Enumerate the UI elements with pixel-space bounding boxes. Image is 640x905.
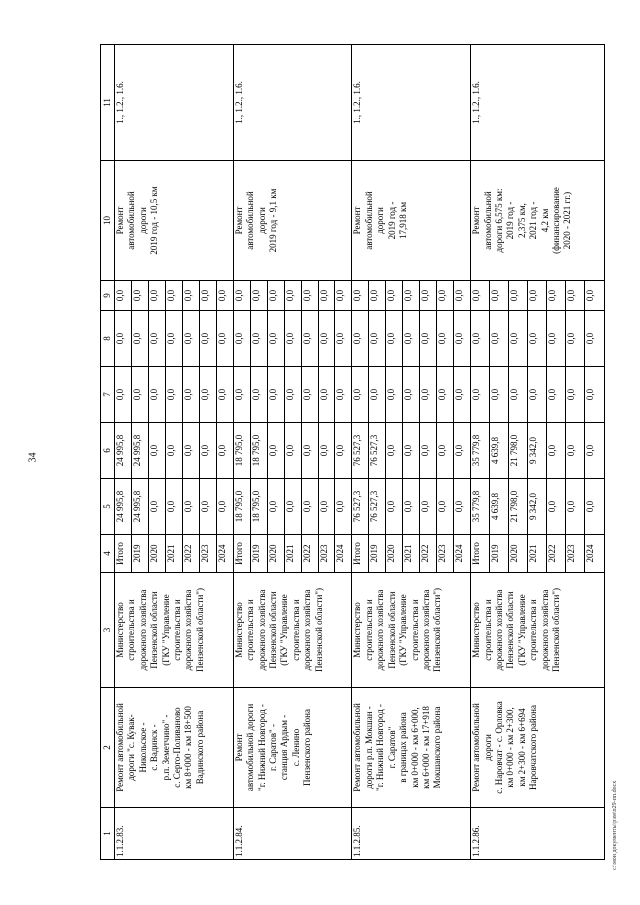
value-cell-c7: 0,0 (403, 367, 420, 423)
measure-name-line: с. Серго-Поливаново (172, 707, 183, 788)
value-cell-c9: 0,0 (216, 281, 233, 311)
expected-result-line: 2019 год - 9,1 км (267, 188, 278, 253)
year-cell: 2022 (301, 535, 318, 573)
year-cell: 2019 (131, 535, 148, 573)
year-cell: 2020 (386, 535, 403, 573)
value-cell-c6: 0,0 (284, 423, 301, 479)
value-cell-c9: 0,0 (585, 281, 605, 311)
responsible-org (471, 573, 605, 688)
header-cell-9: 9 (101, 281, 115, 311)
year-cell: 2021 (403, 535, 420, 573)
year-cell: 2022 (547, 535, 566, 573)
footer-path: c:\мои документы\рэм\п29-пп.docx (612, 780, 618, 870)
value-cell-c5: 9 342,0 (528, 479, 547, 535)
expected-result-line: Ремонт (233, 206, 244, 235)
measure-name (352, 688, 471, 808)
value-cell-c7: 0,0 (131, 367, 148, 423)
responsible-org-line: строительства и (290, 599, 301, 661)
row-number: 1.1.2.84. (233, 808, 352, 860)
value-cell-c5: 18 795,0 (250, 479, 267, 535)
value-cell-c8: 0,0 (165, 311, 182, 367)
value-cell-c9: 0,0 (509, 281, 528, 311)
value-cell-c5: 0,0 (437, 479, 454, 535)
value-cell-c7: 0,0 (216, 367, 233, 423)
expected-result-line: автомобильной (482, 191, 493, 250)
value-cell-c9: 0,0 (369, 281, 386, 311)
value-cell-c6: 0,0 (547, 423, 566, 479)
measure-name-line: Ремонт автомобильной (115, 703, 125, 792)
responsible-org-line: Пензенской области") (194, 588, 205, 672)
expected-result (115, 161, 234, 281)
measure-name-line: дороги "с. Кувак- (126, 714, 137, 781)
measure-name-line: г. Саратов" - (267, 724, 278, 771)
value-cell-c8: 0,0 (233, 311, 250, 367)
value-cell-c7: 0,0 (301, 367, 318, 423)
value-cell-c6: 0,0 (437, 423, 454, 479)
value-cell-c5: 0,0 (318, 479, 335, 535)
year-cell: Итого (352, 535, 369, 573)
value-cell-c6: 0,0 (335, 423, 352, 479)
expected-result-line: автомобильной (126, 191, 137, 250)
indicator-ref: 1., 1.2., 1.6. (352, 45, 471, 161)
value-cell-c5: 0,0 (454, 479, 471, 535)
header-cell-4: 4 (101, 535, 115, 573)
value-cell-c8: 0,0 (182, 311, 199, 367)
value-cell-c6: 9 342,0 (528, 423, 547, 479)
responsible-org-line: строительства и (528, 599, 539, 661)
value-cell-c6: 21 798,0 (509, 423, 528, 479)
value-cell-c5: 0,0 (386, 479, 403, 535)
responsible-org-line: (ГКУ "Управление (398, 594, 409, 666)
value-cell-c7: 0,0 (250, 367, 267, 423)
year-cell: 2020 (509, 535, 528, 573)
value-cell-c8: 0,0 (352, 311, 369, 367)
value-cell-c5: 0,0 (165, 479, 182, 535)
measure-name-line: дороги (482, 734, 493, 761)
responsible-org-line: (ГКУ "Управление (160, 594, 171, 666)
value-cell-c9: 0,0 (284, 281, 301, 311)
expected-result (352, 161, 471, 281)
row-number: 1.1.2.83. (115, 808, 234, 860)
value-cell-c5: 24 995,8 (115, 479, 132, 535)
value-cell-c8: 0,0 (335, 311, 352, 367)
value-cell-c8: 0,0 (301, 311, 318, 367)
year-cell: 2023 (318, 535, 335, 573)
value-cell-c8: 0,0 (148, 311, 165, 367)
value-cell-c6: 0,0 (420, 423, 437, 479)
responsible-org-line: дорожного хозяйства (539, 589, 550, 671)
value-cell-c5: 0,0 (420, 479, 437, 535)
value-cell-c6: 0,0 (199, 423, 216, 479)
measure-name-line: Ремонт (233, 733, 244, 762)
year-cell: Итого (115, 535, 132, 573)
measure-name-line: км 0+000 - км 2+300, (505, 707, 516, 788)
value-cell-c7: 0,0 (420, 367, 437, 423)
value-cell-c5: 35 779,8 (471, 479, 490, 535)
value-cell-c7: 0,0 (585, 367, 605, 423)
header-cell-7: 7 (101, 367, 115, 423)
value-cell-c7: 0,0 (490, 367, 509, 423)
value-cell-c5: 0,0 (148, 479, 165, 535)
header-cell-11: 11 (101, 45, 115, 161)
year-cell: 2019 (369, 535, 386, 573)
measure-name-line: км 6+000 - км 17+918 (420, 706, 431, 789)
expected-result-line: 2019 год - (505, 201, 516, 240)
header-cell-5: 5 (101, 479, 115, 535)
value-cell-c9: 0,0 (420, 281, 437, 311)
value-cell-c8: 0,0 (528, 311, 547, 367)
responsible-org-line: дорожного хозяйства (137, 589, 148, 671)
value-cell-c5: 0,0 (403, 479, 420, 535)
measure-name-line: Мокшанского района (432, 706, 443, 789)
value-cell-c6: 0,0 (566, 423, 585, 479)
value-cell-c6: 0,0 (148, 423, 165, 479)
measure-name-line: Пензенского района (302, 709, 313, 786)
value-cell-c6: 18 795,0 (250, 423, 267, 479)
measure-name-line: автомобильной дороги (245, 703, 256, 792)
measure-name (233, 688, 352, 808)
responsible-org-line: (ГКУ "Управление (279, 594, 290, 666)
year-cell: Итого (233, 535, 250, 573)
table-body (115, 45, 605, 860)
responsible-org-line: Министерство (471, 602, 482, 658)
value-cell-c8: 0,0 (403, 311, 420, 367)
value-cell-c5: 0,0 (182, 479, 199, 535)
value-cell-c8: 0,0 (131, 311, 148, 367)
header-cell-3: 3 (101, 573, 115, 688)
value-cell-c9: 0,0 (318, 281, 335, 311)
value-cell-c7: 0,0 (566, 367, 585, 423)
value-cell-c5: 18 795,0 (233, 479, 250, 535)
value-cell-c5: 0,0 (199, 479, 216, 535)
expected-result (471, 161, 605, 281)
expected-result-line: дороги (256, 207, 267, 234)
year-cell: 2019 (490, 535, 509, 573)
value-cell-c8: 0,0 (369, 311, 386, 367)
year-cell: 2020 (267, 535, 284, 573)
value-cell-c5: 76 527,3 (369, 479, 386, 535)
year-cell: 2023 (437, 535, 454, 573)
responsible-org-line: строительства и (363, 599, 374, 661)
value-cell-c6: 24 995,8 (131, 423, 148, 479)
responsible-org-line: строительства и (172, 599, 183, 661)
expected-result-line: Ремонт (471, 206, 482, 235)
value-cell-c8: 0,0 (386, 311, 403, 367)
responsible-org-line: Пензенской области (267, 591, 278, 669)
value-cell-c7: 0,0 (369, 367, 386, 423)
value-cell-c8: 0,0 (454, 311, 471, 367)
value-cell-c9: 0,0 (547, 281, 566, 311)
value-cell-c9: 0,0 (352, 281, 369, 311)
value-cell-c7: 0,0 (528, 367, 547, 423)
value-cell-c9: 0,0 (131, 281, 148, 311)
rotated-table-wrapper (100, 45, 605, 860)
value-cell-c8: 0,0 (471, 311, 490, 367)
value-cell-c9: 0,0 (528, 281, 547, 311)
value-cell-c7: 0,0 (454, 367, 471, 423)
value-cell-c7: 0,0 (471, 367, 490, 423)
value-cell-c8: 0,0 (585, 311, 605, 367)
responsible-org-line: дорожного хозяйства (256, 589, 267, 671)
expected-result-line: 2,375 км, (516, 203, 527, 238)
value-cell-c8: 0,0 (490, 311, 509, 367)
measure-name-line: Вадинского района (194, 710, 205, 785)
year-cell: 2020 (148, 535, 165, 573)
expected-result-line: 17,918 км (398, 201, 409, 240)
responsible-org (115, 573, 234, 688)
year-cell: 2019 (250, 535, 267, 573)
value-cell-c9: 0,0 (250, 281, 267, 311)
table-row (115, 45, 132, 860)
responsible-org-line: Пензенской области (149, 591, 160, 669)
value-cell-c9: 0,0 (471, 281, 490, 311)
value-cell-c5: 0,0 (301, 479, 318, 535)
value-cell-c5: 24 995,8 (131, 479, 148, 535)
year-cell: 2024 (335, 535, 352, 573)
value-cell-c9: 0,0 (199, 281, 216, 311)
value-cell-c8: 0,0 (509, 311, 528, 367)
value-cell-c7: 0,0 (352, 367, 369, 423)
responsible-org-line: (ГКУ "Управление (516, 594, 527, 666)
measure-name-line: км 0+000 - км 6+000, (409, 707, 420, 788)
expected-result-line: дороги 6,575 км: (494, 188, 505, 253)
value-cell-c7: 0,0 (335, 367, 352, 423)
value-cell-c9: 0,0 (165, 281, 182, 311)
page-number: 34 (27, 452, 39, 463)
value-cell-c7: 0,0 (182, 367, 199, 423)
value-cell-c5: 0,0 (284, 479, 301, 535)
expected-result-line: 2020 - 2021 гг.) (562, 191, 573, 250)
row-number: 1.1.2.85. (352, 808, 471, 860)
value-cell-c6: 0,0 (585, 423, 605, 479)
responsible-org-line: дорожного хозяйства (183, 589, 194, 671)
value-cell-c6: 0,0 (182, 423, 199, 479)
header-cell-2: 2 (101, 688, 115, 808)
responsible-org-line: строительства и (409, 599, 420, 661)
year-cell: 2021 (165, 535, 182, 573)
header-cell-10: 10 (101, 161, 115, 281)
expected-result-line: автомобильной (245, 191, 256, 250)
value-cell-c7: 0,0 (284, 367, 301, 423)
expected-result-line: 2021 год - (528, 201, 539, 240)
responsible-org-line: строительства и (482, 599, 493, 661)
value-cell-c8: 0,0 (566, 311, 585, 367)
year-cell: 2022 (182, 535, 199, 573)
year-cell: 2024 (216, 535, 233, 573)
value-cell-c9: 0,0 (301, 281, 318, 311)
value-cell-c5: 0,0 (335, 479, 352, 535)
responsible-org-line: дорожного хозяйства (302, 589, 313, 671)
responsible-org-line: Пензенской области") (551, 588, 562, 672)
value-cell-c6: 18 795,0 (233, 423, 250, 479)
value-cell-c7: 0,0 (199, 367, 216, 423)
value-cell-c8: 0,0 (420, 311, 437, 367)
value-cell-c9: 0,0 (490, 281, 509, 311)
responsible-org-line: Пензенской области (386, 591, 397, 669)
value-cell-c7: 0,0 (547, 367, 566, 423)
indicator-ref: 1., 1.2., 1.6. (115, 45, 234, 161)
value-cell-c8: 0,0 (250, 311, 267, 367)
responsible-org-line: Пензенской области") (313, 588, 324, 672)
value-cell-c8: 0,0 (199, 311, 216, 367)
value-cell-c9: 0,0 (454, 281, 471, 311)
expected-result-line: дороги (137, 207, 148, 234)
year-cell: 2023 (566, 535, 585, 573)
value-cell-c9: 0,0 (182, 281, 199, 311)
value-cell-c6: 0,0 (301, 423, 318, 479)
value-cell-c9: 0,0 (267, 281, 284, 311)
value-cell-c6: 0,0 (403, 423, 420, 479)
value-cell-c6: 0,0 (454, 423, 471, 479)
value-cell-c8: 0,0 (318, 311, 335, 367)
value-cell-c8: 0,0 (267, 311, 284, 367)
year-cell: 2021 (528, 535, 547, 573)
value-cell-c7: 0,0 (509, 367, 528, 423)
responsible-org (352, 573, 471, 688)
measure-name-line: с. Ленино (290, 728, 301, 767)
expected-result-line: дороги (375, 207, 386, 234)
value-cell-c8: 0,0 (547, 311, 566, 367)
value-cell-c9: 0,0 (403, 281, 420, 311)
responsible-org-line: Пензенской области") (432, 588, 443, 672)
measure-name-line: с. Наровчат - с. Орловка (494, 701, 505, 794)
value-cell-c9: 0,0 (148, 281, 165, 311)
year-cell: 2021 (284, 535, 301, 573)
expected-result-line: (финансирование (551, 187, 562, 254)
measure-name-line: с. Вадинск - (149, 724, 160, 771)
row-number: 1.1.2.86. (471, 808, 605, 860)
measure-name (115, 688, 234, 808)
indicator-ref: 1., 1.2., 1.6. (233, 45, 352, 161)
measure-name-line: Никольское - (137, 722, 148, 773)
value-cell-c6: 4 639,8 (490, 423, 509, 479)
value-cell-c7: 0,0 (115, 367, 132, 423)
year-cell: 2024 (454, 535, 471, 573)
expected-result (233, 161, 352, 281)
value-cell-c5: 76 527,3 (352, 479, 369, 535)
measure-name-line: в границах района (398, 712, 409, 783)
value-cell-c7: 0,0 (386, 367, 403, 423)
value-cell-c6: 24 995,8 (115, 423, 132, 479)
measure-name-line: км 2+300 - км 6+694 (516, 708, 527, 787)
value-cell-c5: 4 639,8 (490, 479, 509, 535)
measure-name-line: "г. Нижний Новгород - (375, 704, 386, 791)
value-cell-c8: 0,0 (216, 311, 233, 367)
table-row (233, 45, 250, 860)
value-cell-c9: 0,0 (386, 281, 403, 311)
measure-name-line: Ремонт автомобильной (352, 703, 363, 792)
measure-name (471, 688, 605, 808)
measure-name-line: станция Ардым - (279, 714, 290, 781)
year-cell: 2023 (199, 535, 216, 573)
measure-name-line: Наровчатского района (528, 705, 539, 790)
value-cell-c5: 21 798,0 (509, 479, 528, 535)
value-cell-c8: 0,0 (115, 311, 132, 367)
indicator-ref: 1., 1.2., 1.6. (471, 45, 605, 161)
value-cell-c6: 0,0 (216, 423, 233, 479)
expected-result-line: Ремонт (115, 206, 125, 235)
value-cell-c7: 0,0 (318, 367, 335, 423)
value-cell-c5: 0,0 (267, 479, 284, 535)
measure-name-line: р.п. Земетчино" - (160, 714, 171, 781)
value-cell-c9: 0,0 (437, 281, 454, 311)
table-row (471, 45, 490, 860)
measure-name-line: Ремонт автомобильной (471, 703, 482, 792)
header-cell-8: 8 (101, 311, 115, 367)
responsible-org-line: Министерство (233, 602, 244, 658)
expected-result-line: Ремонт (352, 206, 363, 235)
measure-name-line: "г. Нижний Новгород - (256, 704, 267, 791)
value-cell-c8: 0,0 (437, 311, 454, 367)
value-cell-c6: 76 527,3 (352, 423, 369, 479)
value-cell-c5: 0,0 (547, 479, 566, 535)
value-cell-c6: 0,0 (386, 423, 403, 479)
value-cell-c5: 0,0 (566, 479, 585, 535)
responsible-org-line: дорожного хозяйства (375, 589, 386, 671)
expected-result-line: 2019 год - (386, 201, 397, 240)
responsible-org-line: Министерство (115, 602, 125, 658)
value-cell-c7: 0,0 (165, 367, 182, 423)
responsible-org (233, 573, 352, 688)
measure-name-line: г. Саратов" (386, 726, 397, 769)
responsible-org-line: строительства и (126, 599, 137, 661)
value-cell-c6: 0,0 (267, 423, 284, 479)
value-cell-c7: 0,0 (437, 367, 454, 423)
measure-name-line: дороги р.п. Мокшан - (363, 706, 374, 789)
value-cell-c9: 0,0 (115, 281, 132, 311)
value-cell-c6: 0,0 (318, 423, 335, 479)
expected-result-line: автомобильной (363, 191, 374, 250)
value-cell-c6: 0,0 (165, 423, 182, 479)
value-cell-c8: 0,0 (284, 311, 301, 367)
value-cell-c5: 0,0 (585, 479, 605, 535)
responsible-org-line: строительства и (245, 599, 256, 661)
value-cell-c9: 0,0 (335, 281, 352, 311)
table-row (352, 45, 369, 860)
value-cell-c9: 0,0 (566, 281, 585, 311)
value-cell-c7: 0,0 (267, 367, 284, 423)
value-cell-c6: 76 527,3 (369, 423, 386, 479)
responsible-org-line: дорожного хозяйства (420, 589, 431, 671)
year-cell: 2024 (585, 535, 605, 573)
responsible-org-line: Министерство (352, 602, 363, 658)
value-cell-c5: 0,0 (216, 479, 233, 535)
header-cell-6: 6 (101, 423, 115, 479)
measure-name-line: км 8+000 - км 18+500 (183, 706, 194, 789)
value-cell-c7: 0,0 (233, 367, 250, 423)
program-table (100, 44, 605, 860)
value-cell-c6: 35 779,8 (471, 423, 490, 479)
header-cell-1: 1 (101, 808, 115, 860)
value-cell-c9: 0,0 (233, 281, 250, 311)
year-cell: 2022 (420, 535, 437, 573)
expected-result-line: 2019 год - 10,5 км (149, 186, 160, 255)
expected-result-line: 4,2 км (539, 208, 550, 233)
header-row (101, 45, 115, 860)
value-cell-c7: 0,0 (148, 367, 165, 423)
responsible-org-line: Пензенской области (505, 591, 516, 669)
year-cell: Итого (471, 535, 490, 573)
responsible-org-line: дорожного хозяйства (494, 589, 505, 671)
